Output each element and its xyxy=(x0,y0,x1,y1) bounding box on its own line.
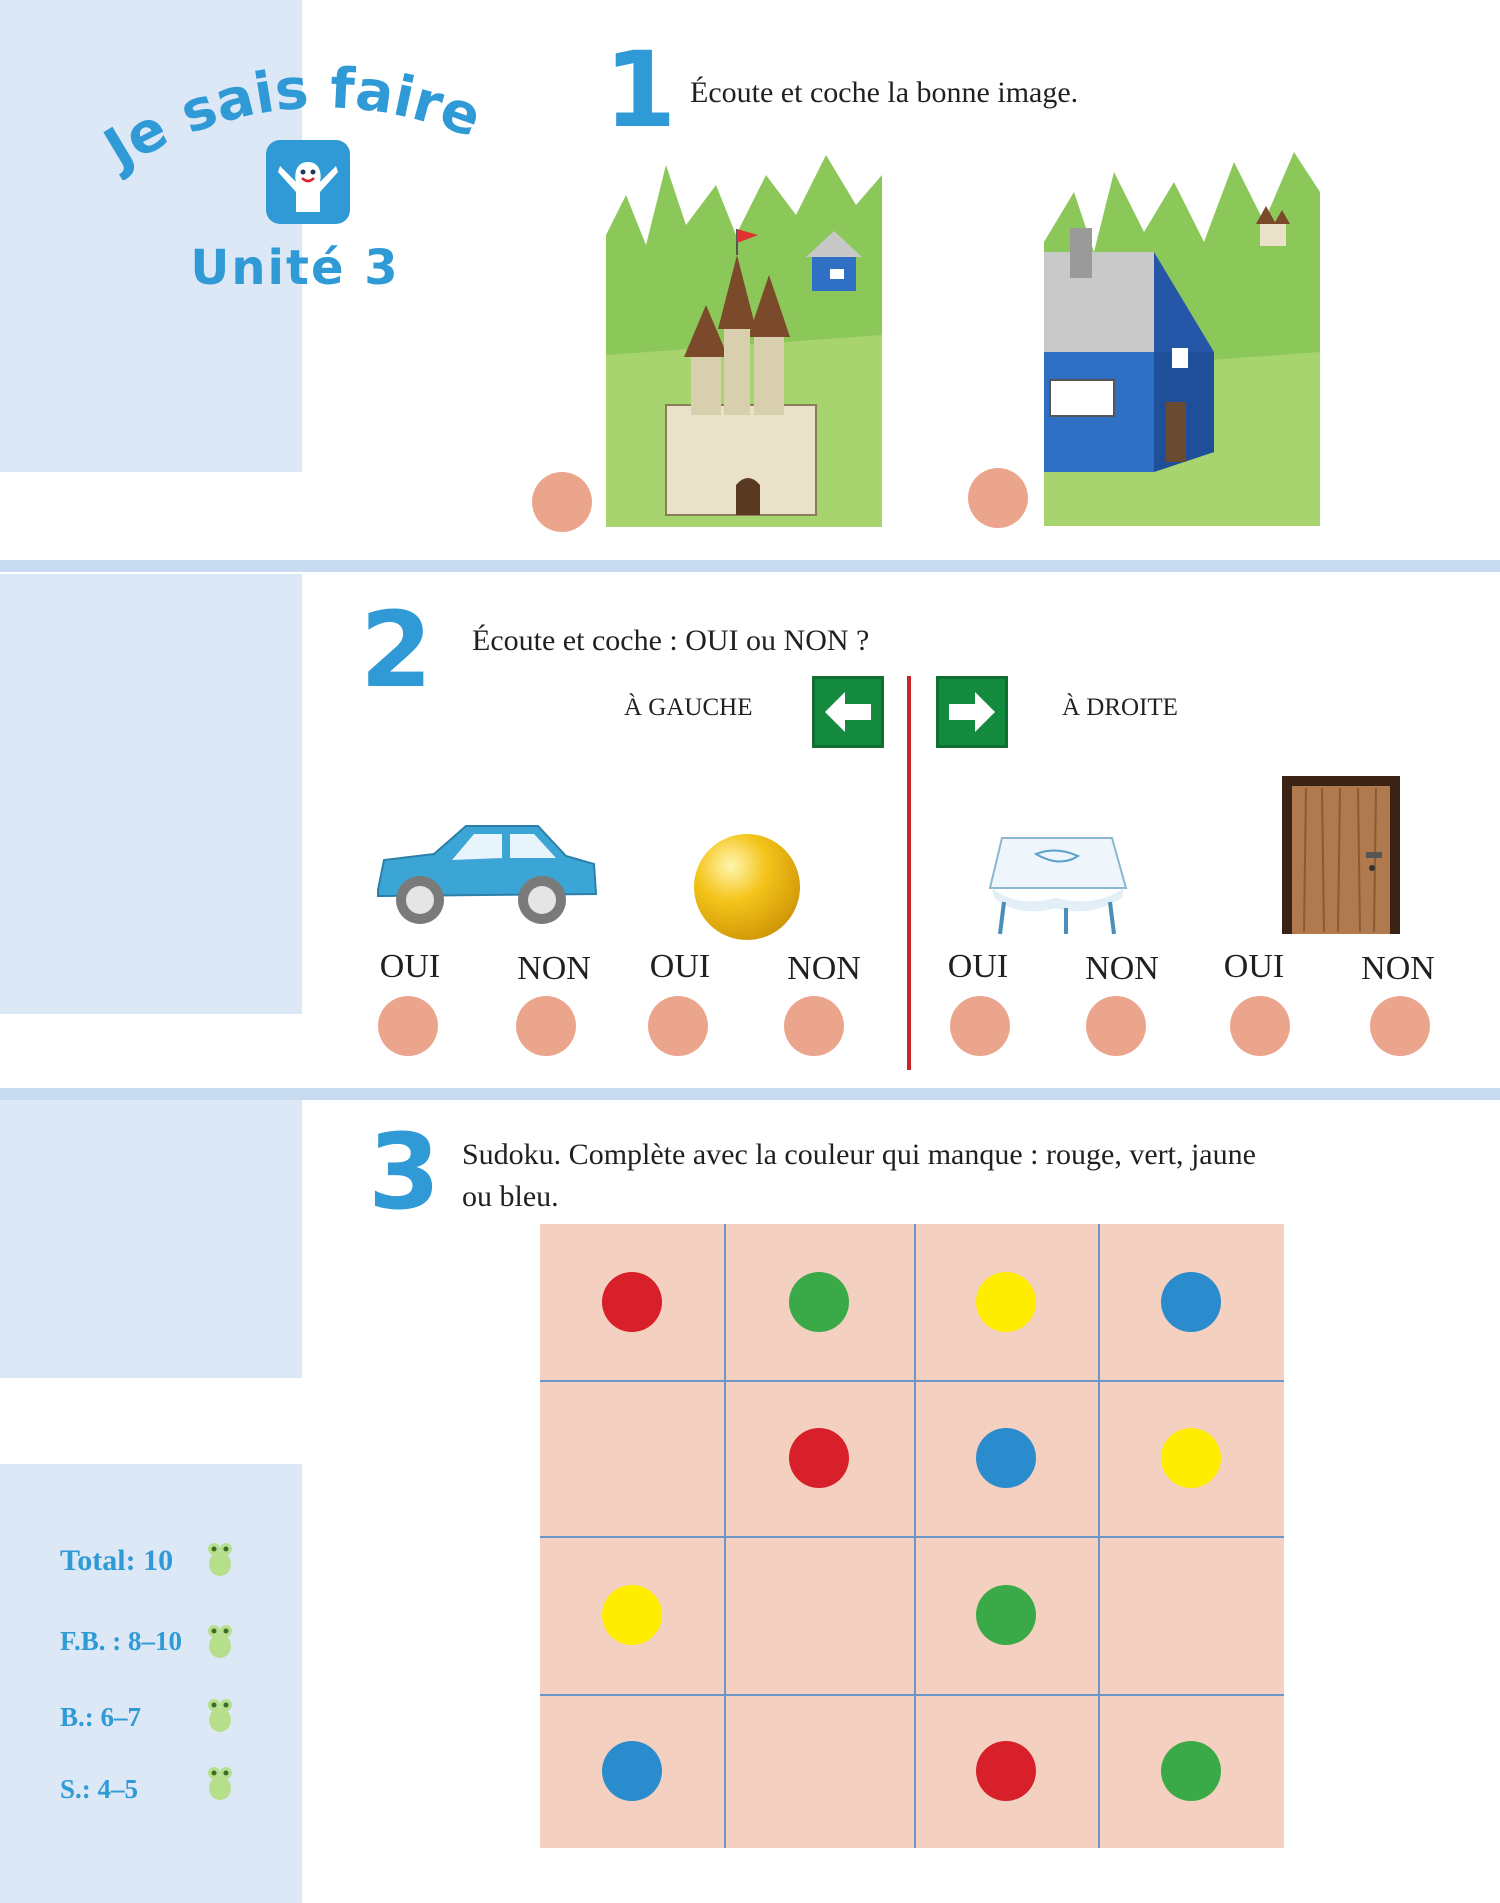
side-panel-3 xyxy=(0,1100,302,1378)
center-divider-line xyxy=(907,676,911,1070)
choice-circle-1[interactable] xyxy=(378,996,438,1056)
section-divider-2 xyxy=(0,1088,1500,1100)
choice-label-6: NON xyxy=(1085,950,1159,987)
choice-label-1: OUI xyxy=(379,948,441,985)
left-arrow-sign xyxy=(812,676,884,748)
exercise-3-instruction-line2: ou bleu. xyxy=(462,1180,559,1213)
score-b: B.: 6–7 xyxy=(60,1702,141,1732)
right-arrow-sign xyxy=(936,676,1008,748)
choice-label-5: OUI xyxy=(947,948,1009,985)
svg-text:Je sais faire: Je sais faire xyxy=(93,56,490,180)
choice-circle-5[interactable] xyxy=(950,996,1010,1056)
score-fb: F.B. : 8–10 xyxy=(60,1626,183,1656)
exercise-1-number: 1 xyxy=(604,29,677,151)
right-direction-label: À DROITE xyxy=(1062,694,1178,721)
left-direction-label: À GAUCHE xyxy=(624,694,753,721)
choice-circle-8[interactable] xyxy=(1370,996,1430,1056)
choice-circle-4[interactable] xyxy=(784,996,844,1056)
sudoku-dot-blue xyxy=(976,1428,1036,1488)
side-panel-2 xyxy=(0,574,302,1014)
door-picture xyxy=(1282,776,1400,939)
sudoku-empty-cell[interactable] xyxy=(1161,1585,1221,1645)
car-picture xyxy=(370,820,602,935)
sudoku-dot-red xyxy=(789,1428,849,1488)
sudoku-dot-red xyxy=(602,1272,662,1332)
house-picture xyxy=(1044,152,1320,526)
unit-title: Unité 3 xyxy=(190,240,400,296)
choice-circle-2[interactable] xyxy=(516,996,576,1056)
grid-line xyxy=(540,1536,1284,1538)
grid-line xyxy=(540,1694,1284,1696)
section-divider-1 xyxy=(0,560,1500,572)
sudoku-dot-green xyxy=(976,1585,1036,1645)
sudoku-dot-yellow xyxy=(602,1585,662,1645)
sudoku-dot-green xyxy=(789,1272,849,1332)
choice-label-7: OUI xyxy=(1223,948,1285,985)
choice-circle-7[interactable] xyxy=(1230,996,1290,1056)
table-picture xyxy=(986,828,1128,941)
arrow-right-icon xyxy=(939,679,1005,745)
frog-icon xyxy=(204,1540,236,1580)
exercise-1-instruction: Écoute et coche la bonne image. xyxy=(690,76,1079,109)
sudoku-dot-blue xyxy=(602,1741,662,1801)
choice-label-3: OUI xyxy=(649,948,711,985)
grid-line xyxy=(540,1380,1284,1382)
exercise-2-instruction: Écoute et coche : OUI ou NON ? xyxy=(472,624,870,657)
choice-circle-6[interactable] xyxy=(1086,996,1146,1056)
sudoku-empty-cell[interactable] xyxy=(789,1585,849,1645)
side-panel-4 xyxy=(0,1464,302,1903)
score-s: S.: 4–5 xyxy=(60,1774,139,1804)
choice-label-8: NON xyxy=(1361,950,1435,987)
castle-picture xyxy=(606,155,882,527)
exercise-2-number: 2 xyxy=(360,589,433,711)
sudoku-grid xyxy=(540,1224,1284,1848)
sudoku-dot-red xyxy=(976,1741,1036,1801)
frog-icon xyxy=(204,1764,236,1804)
sudoku-empty-cell[interactable] xyxy=(602,1428,662,1488)
exercise-3-instruction-line1: Sudoku. Complète avec la couleur qui manque : rouge, vert, jaune xyxy=(462,1138,1256,1171)
score-total: Total: 10 xyxy=(60,1544,174,1577)
exercise-1-checkbox-castle[interactable] xyxy=(532,472,592,532)
choice-label-2: NON xyxy=(517,950,591,987)
sudoku-dot-green xyxy=(1161,1741,1221,1801)
sudoku-dot-yellow xyxy=(1161,1428,1221,1488)
exercise-1-checkbox-house[interactable] xyxy=(968,468,1028,528)
choice-label-4: NON xyxy=(787,950,861,987)
choice-circle-3[interactable] xyxy=(648,996,708,1056)
ball-picture xyxy=(694,834,800,940)
sudoku-empty-cell[interactable] xyxy=(789,1741,849,1801)
frog-icon xyxy=(204,1622,236,1662)
sudoku-dot-yellow xyxy=(976,1272,1036,1332)
sudoku-dot-blue xyxy=(1161,1272,1221,1332)
frog-icon xyxy=(204,1696,236,1736)
exercise-3-number: 3 xyxy=(368,1111,441,1233)
mascot-icon xyxy=(266,140,350,224)
arrow-left-icon xyxy=(815,679,881,745)
